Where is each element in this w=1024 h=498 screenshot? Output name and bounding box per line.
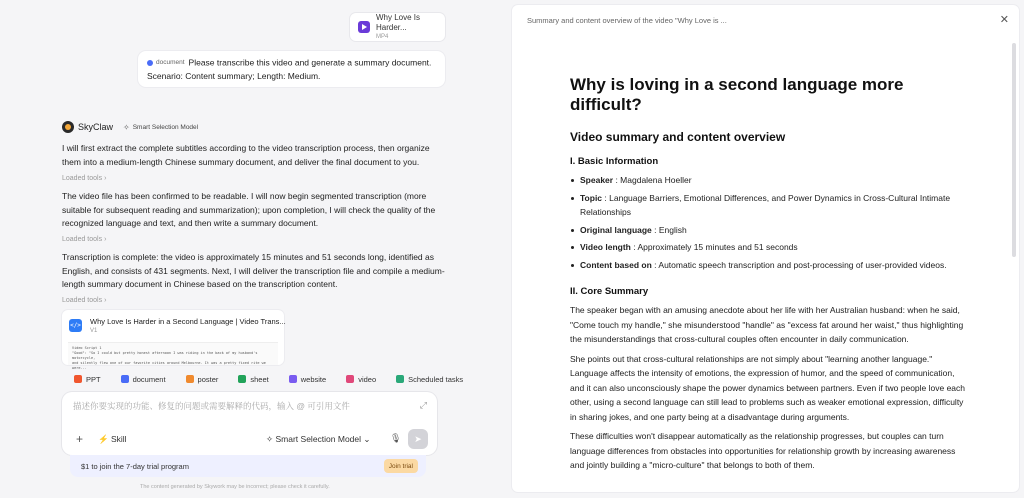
transcript-title: Why Love Is Harder in a Second Language | Video Trans... [90,317,286,326]
close-icon[interactable]: ✕ [999,14,1009,26]
document-panel-title: Summary and content overview of the video "Why Love is ... [527,16,727,25]
sheet-icon [238,375,246,383]
transcript-version: V1 [90,328,98,334]
user-message-line2: Scenario: Content summary; Length: Medium. [147,70,321,81]
video-file-icon [358,21,370,33]
file-name: Why Love Is Harder... [376,13,421,32]
list-item: Video length : Approximately 15 minutes and 51 seconds [570,240,965,255]
chip-video[interactable]: video [340,371,382,387]
section-heading: I. Basic Information [570,156,659,167]
chevron-right-icon: › [104,297,107,304]
file-type: MP4 [376,34,389,40]
list-item: Original language : English [570,223,965,238]
disclaimer: The content generated by Skywork may be incorrect; please check it carefully. [140,484,330,490]
code-file-icon: </> [69,319,82,332]
trial-text: $1 to join the 7-day trial program [81,461,189,471]
chip-sheet[interactable]: sheet [232,371,274,387]
add-attachment-button[interactable]: + [76,432,84,446]
summary-paragraph: These difficulties won't disappear automatically as the relationship progresses, but couples can turn language differences from obstacles into opportunities for relationship growth by increasing awareness and jointly building a "micro-culture" that belongs to both of them. [570,431,956,470]
quick-action-chips [68,371,469,387]
section-heading: II. Core Summary [570,286,649,297]
summary-paragraph: She points out that cross-cultural relationships are not simply about "learning another language." Language affects the intensity of emotions, the expression of humor, and the speed of communication, and it can also unconsciously shape the power dynamics between partners. Even if two people love each other, using a second language can still lead to problems such as weaker emotional expression, difficulty in sharing jokes, and one party being at a disadvantage during arguments. [570,353,966,422]
loaded-tools-toggle[interactable]: Loaded tools › [62,236,107,243]
list-item: Content based on : Automatic speech transcription and post-processing of user-provided videos. [570,258,965,273]
message-composer[interactable] [62,392,437,455]
model-selector[interactable]: ✧ Smart Selection Model ⌄ [266,434,371,444]
send-button[interactable]: ➤ [408,429,428,449]
loaded-tools-toggle[interactable]: Loaded tools › [62,175,107,182]
uploaded-file-card[interactable] [350,13,445,41]
document-title: Why is loving in a second language more difficult? [570,75,904,114]
list-item: Topic : Language Barriers, Emotional Differences, and Power Dynamics in Cross-Cultural Intimate Relationships [570,191,965,220]
chat-pane [0,0,500,498]
document-tag: document [147,56,185,69]
skill-button[interactable]: ⚡ Skill [98,434,127,444]
document-subtitle: Video summary and content overview [570,130,786,144]
document-icon [147,60,153,66]
website-icon [289,375,297,383]
chip-poster[interactable]: poster [180,371,225,387]
document-topbar [512,5,1019,35]
video-icon [346,375,354,383]
ppt-icon [74,375,82,383]
bot-paragraph: The video file has been confirmed to be readable. I will now begin segmented transcription (more suitable for subsequent reading and summarization); upon completion, I will check the quality of the recognized language and text, and then write a summary document. [62,191,436,228]
chip-scheduled-tasks[interactable]: Scheduled tasks [390,371,469,387]
user-message-line1: Please transcribe this video and generate a summary document. [188,57,432,68]
bot-header [62,121,198,133]
document-panel [512,5,1019,492]
user-message [138,51,445,87]
transcript-file-card[interactable] [62,310,286,370]
expand-icon[interactable]: ⤢ [419,400,427,410]
scrollbar[interactable] [1012,43,1016,257]
chip-document[interactable]: document [115,371,172,387]
poster-icon [186,375,194,383]
bot-paragraph: I will first extract the complete subtitles according to the video transcription process, then organize them into a medium-length Chinese summary document, and deliver the final document to you. [62,143,430,167]
loaded-tools-toggle[interactable]: Loaded tools › [62,297,107,304]
chip-ppt[interactable]: PPT [68,371,107,387]
composer-input[interactable]: 描述你要实现的功能、修复的问题或需要解释的代码，输入 @ 可引用文件 [73,401,350,411]
sparkle-icon: ✧ [123,122,130,132]
chip-website[interactable]: website [283,371,332,387]
list-item: Speaker : Magdalena Hoeller [570,173,965,188]
bot-name: SkyClaw [78,122,114,132]
chevron-right-icon: › [104,236,107,243]
chevron-right-icon: › [104,175,107,182]
model-tag: ✧ Smart Selection Model [123,122,199,132]
microphone-icon[interactable]: 🎙 [390,433,402,443]
calendar-icon [396,375,404,383]
chevron-down-icon: ⌄ [363,434,371,444]
transcript-preview: Video Script 1 "Good": "So I could but pretty honest afternoon I was riding in the back of my husband's motorcycle, and silently flew one of our favorite cities around Melbourne. It was a pretty fixed rite we were... [68,342,278,365]
bot-paragraph: Transcription is complete: the video is approximately 15 minutes and 51 seconds long, identified as English, and consists of 431 segments. Next, I will deliver the transcription file and compile a medium-length summary document in Chinese based on the transcription content. [62,252,445,289]
bot-avatar [62,121,74,133]
document-body [570,75,965,478]
document-icon [121,375,129,383]
trial-banner [70,455,426,477]
join-trial-button[interactable]: Join trial [384,459,418,473]
skill-icon: ⚡ [98,434,109,444]
summary-paragraph: The speaker began with an amusing anecdote about her life with her Australian husband: when he said, "Come touch my handle," she misunderstood "handle" as "excess fat around her waist," thus highlighting the misunderstandings that cross-cultural couples often encounter in daily communication. [570,305,964,344]
basic-info-list [570,173,965,272]
sparkle-icon: ✧ [266,434,274,444]
